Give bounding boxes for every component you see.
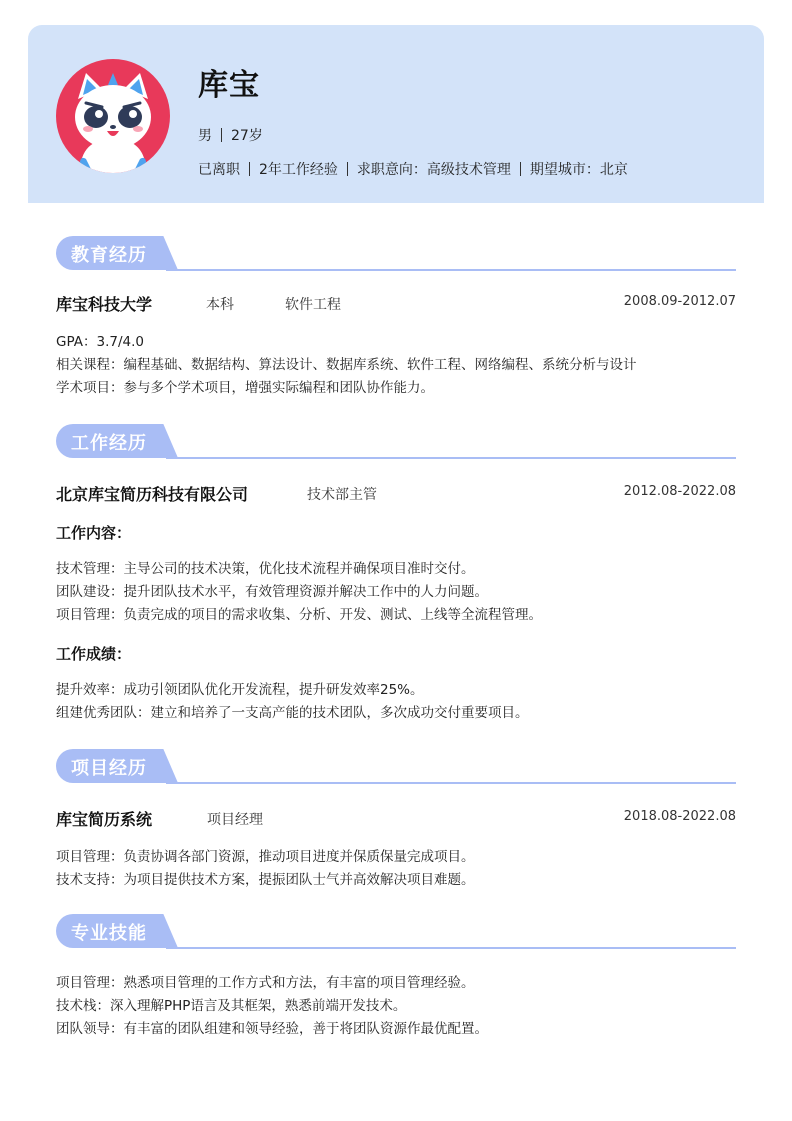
work-entry [56,482,736,504]
skill-item: 团队领导：有丰富的团队组建和领导经验，善于将团队资源作最优配置。 [56,1021,488,1037]
divider [347,162,348,176]
section-divider [166,947,736,949]
education-detail: 学术项目：参与多个学术项目，增强实际编程和团队协作能力。 [56,380,434,396]
section-title: 工作经历 [71,433,147,454]
education-detail: GPA：3.7/4.0 [56,334,144,350]
section-title: 项目经历 [71,758,147,779]
work-content-item: 项目管理：负责完成的项目的需求收集、分析、开发、测试、上线等全流程管理。 [56,607,542,623]
section-title: 专业技能 [71,923,147,944]
work-content-item: 技术管理：主导公司的技术决策，优化技术流程并确保项目准时交付。 [56,561,475,577]
job-intent: 求职意向：高级技术管理 [356,162,511,178]
gender: 男 [198,128,212,144]
project-role: 项目经理 [207,812,263,828]
education-date: 2008.09-2012.07 [623,294,736,309]
employment-status: 已离职 [198,162,240,178]
section-divider [166,782,736,784]
section-title: 教育经历 [71,245,147,266]
company-name: 北京库宝简历科技有限公司 [56,485,249,504]
work-content-title: 工作内容： [56,524,132,542]
skill-item: 技术栈：深入理解PHP语言及其框架，熟悉前端开发技术。 [56,998,407,1014]
section-divider [166,457,736,459]
mascot-avatar-icon [56,59,170,173]
education-detail: 相关课程：编程基础、数据结构、算法设计、数据库系统、软件工程、网络编程、系统分析与设计 [56,357,637,373]
education-section-header [56,236,736,272]
divider [221,128,222,142]
resume-header [28,25,764,203]
work-result-item: 提升效率：成功引领团队优化开发流程，提升研发效率25%。 [56,682,424,698]
school-name: 库宝科技大学 [56,295,153,314]
avatar [56,59,170,173]
work-date: 2012.08-2022.08 [623,484,736,499]
project-entry [56,807,736,829]
work-section-header [56,424,736,460]
job-intent-info [198,159,628,179]
divider [249,162,250,176]
work-experience: 2年工作经验 [259,162,338,178]
section-divider [166,269,736,271]
major: 软件工程 [285,297,341,313]
age: 27岁 [231,128,263,144]
divider [520,162,521,176]
skills-section-header [56,914,736,950]
education-entry [56,292,736,314]
skill-item: 项目管理：熟悉项目管理的工作方式和方法，有丰富的项目管理经验。 [56,975,475,991]
candidate-name: 库宝 [198,68,260,103]
project-section-header [56,749,736,785]
project-name: 库宝简历系统 [56,810,153,829]
work-result-item: 组建优秀团队：建立和培养了一支高产能的技术团队，多次成功交付重要项目。 [56,705,529,721]
project-detail: 技术支持：为项目提供技术方案，提振团队士气并高效解决项目难题。 [56,872,475,888]
degree: 本科 [206,297,234,313]
work-content-item: 团队建设：提升团队技术水平，有效管理资源并解决工作中的人力问题。 [56,584,488,600]
project-detail: 项目管理：负责协调各部门资源，推动项目进度并保质保量完成项目。 [56,849,475,865]
work-results-title: 工作成绩： [56,645,132,663]
project-date: 2018.08-2022.08 [623,809,736,824]
position: 技术部主管 [307,487,377,503]
expected-city: 期望城市：北京 [529,162,628,178]
basic-info [198,125,263,145]
